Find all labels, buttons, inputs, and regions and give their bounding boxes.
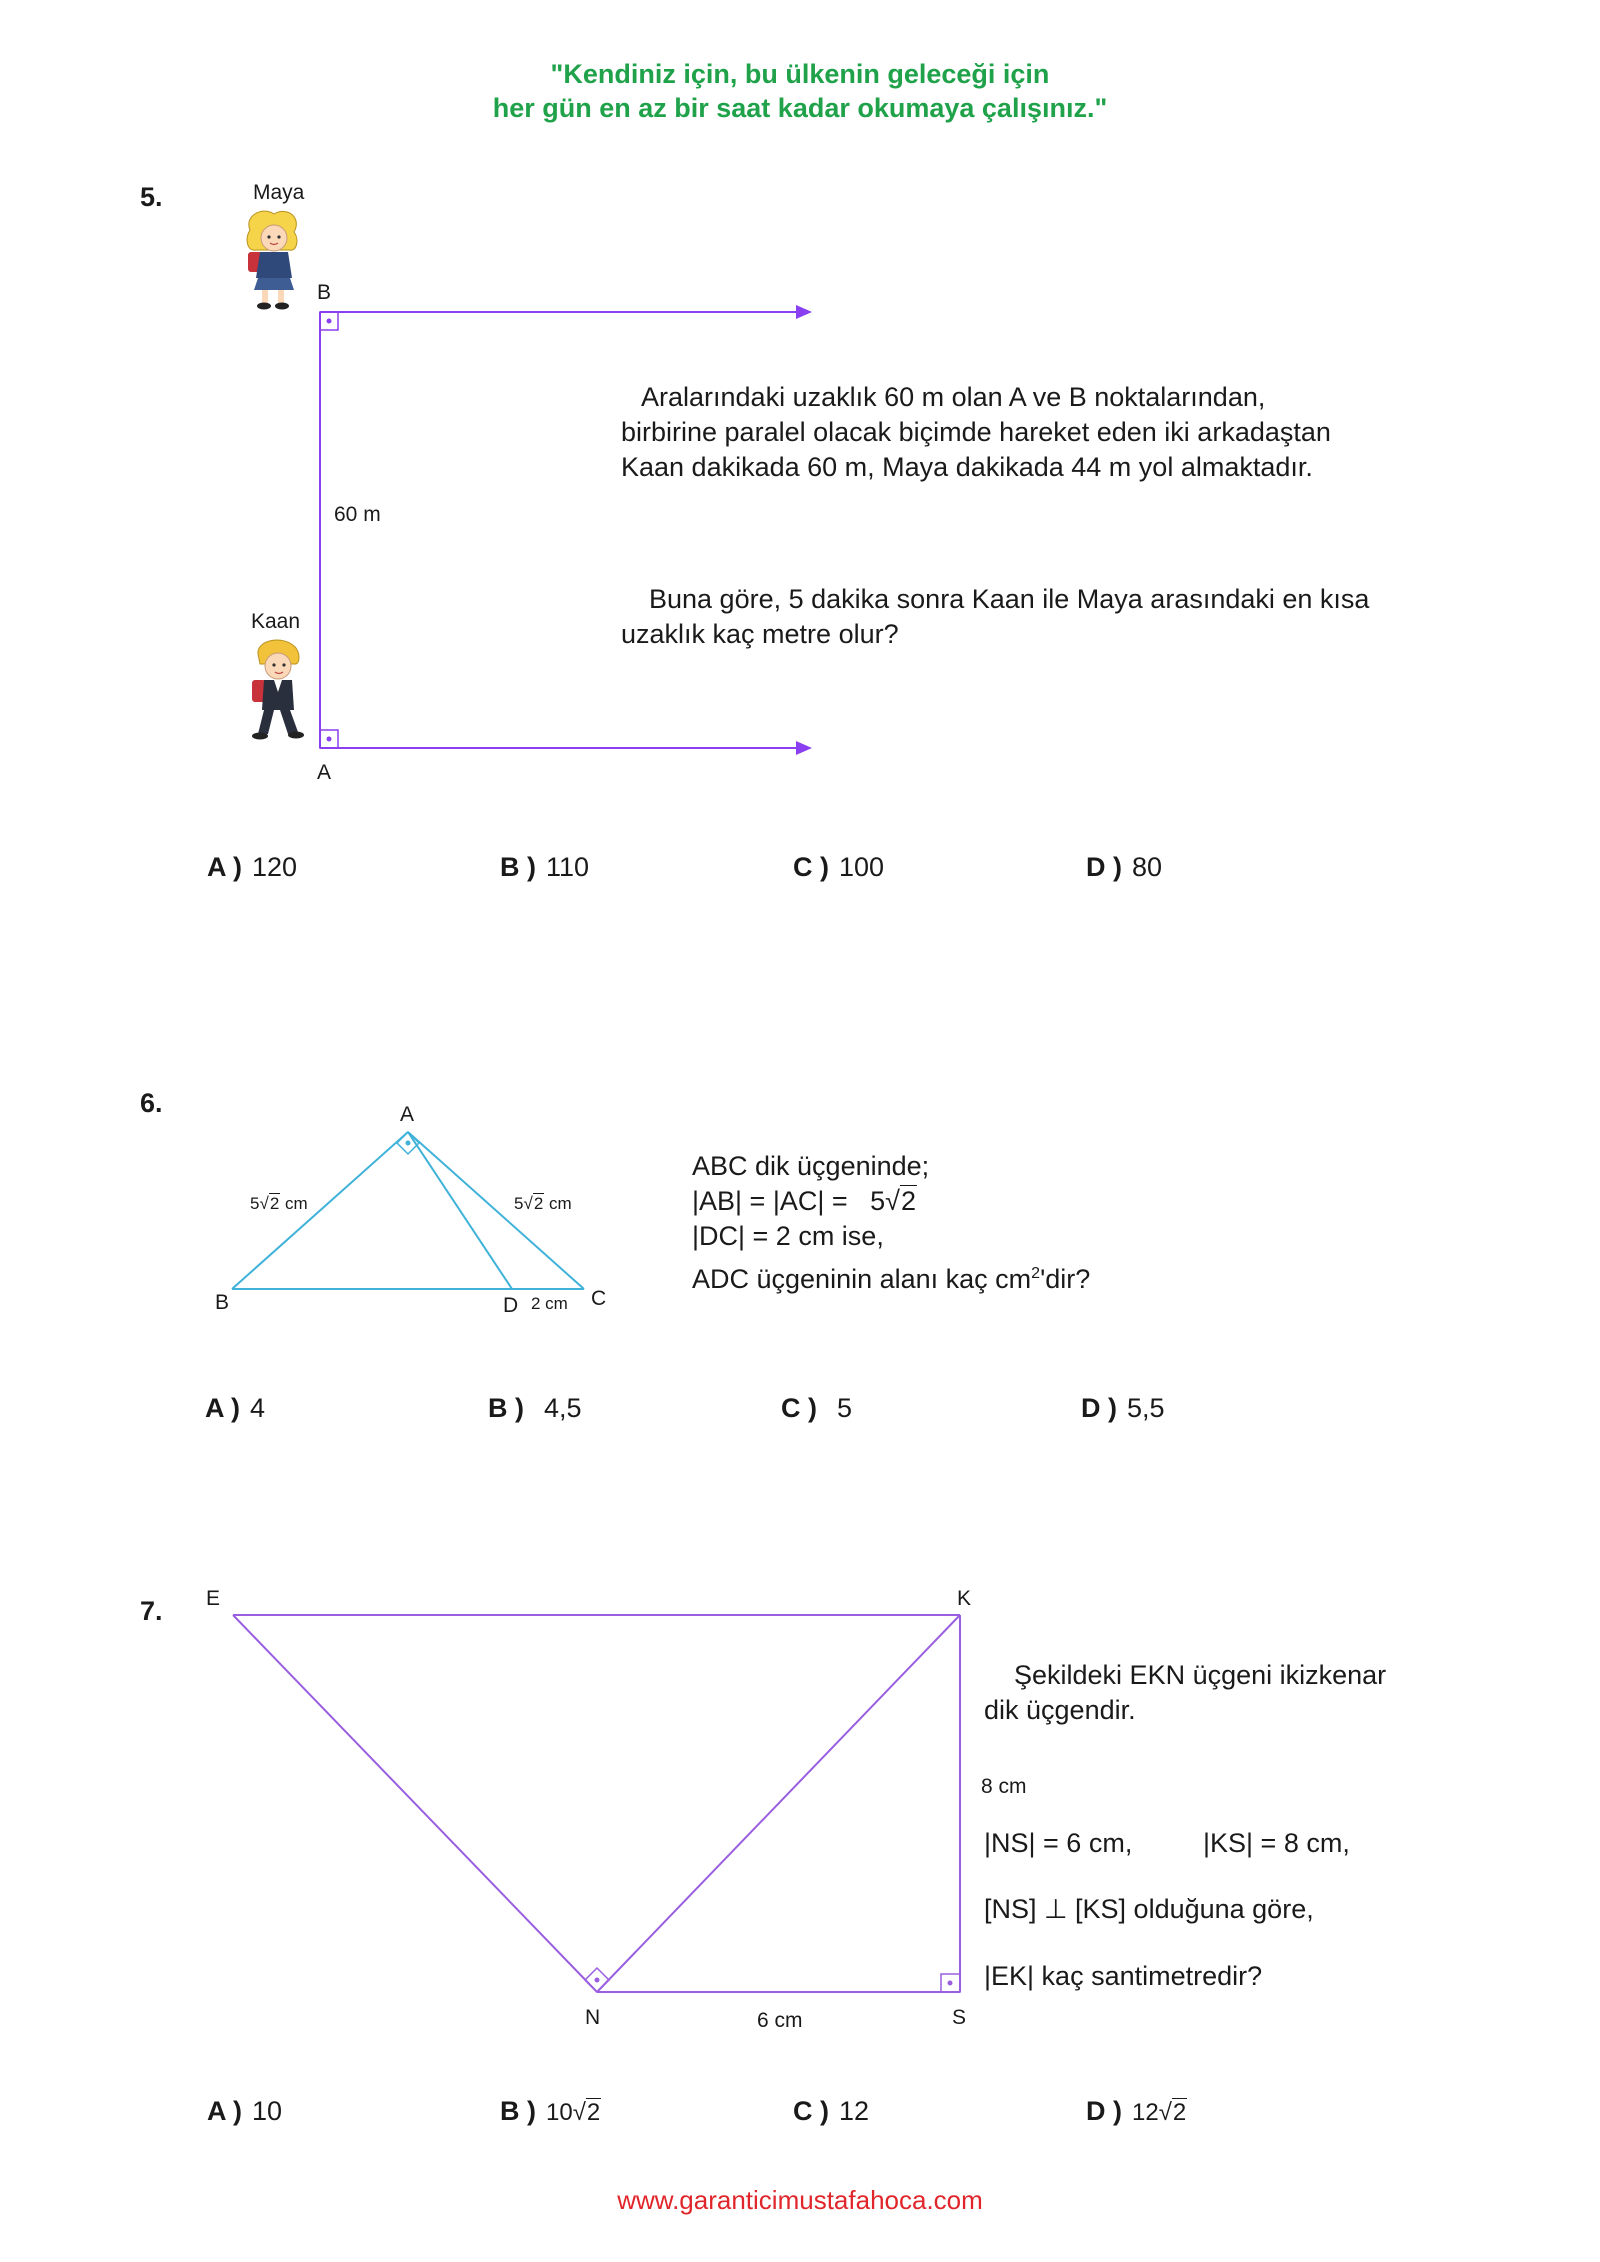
choice-value: 80: [1132, 852, 1163, 882]
choice-value: 10: [252, 2096, 283, 2126]
q7-choice-b[interactable]: [500, 2096, 601, 2127]
q6-line-4-sup: 2: [1031, 1265, 1041, 1282]
choice-value: 5: [837, 1393, 853, 1423]
q7-line-2: dik üçgendir.: [984, 1695, 1136, 1725]
sqrt-icon: √2: [523, 1194, 544, 1213]
unit: cm: [549, 1194, 572, 1213]
choice-value: 120: [252, 852, 298, 882]
point-s-label: S: [952, 2006, 967, 2029]
coef: 12: [1132, 2099, 1159, 2126]
segment-dc-label: 2 cm: [531, 1294, 568, 1313]
tri-point-c-label: C: [591, 1287, 607, 1310]
q7-line-3b: |KS| = 8 cm,: [1203, 1828, 1350, 1858]
q7-line-3a: |NS| = 6 cm,: [984, 1828, 1133, 1858]
radicand: 2: [269, 1194, 280, 1213]
q6-line-4-pre: ADC üçgeninin alanı kaç cm: [692, 1264, 1032, 1294]
choice-key: B ): [500, 2096, 536, 2126]
choice-value: 12: [839, 2096, 870, 2126]
choice-value: 100: [839, 852, 885, 882]
coef: 5: [870, 1186, 886, 1216]
choice-value: 4,5: [544, 1393, 582, 1423]
q7-choice-d[interactable]: [1086, 2096, 1187, 2127]
radicand: 2: [586, 2099, 601, 2126]
kaan-label: Kaan: [251, 610, 301, 633]
point-n-label: N: [585, 2006, 601, 2029]
radicand: 2: [1172, 2099, 1187, 2126]
sqrt-icon: √2: [259, 1194, 280, 1213]
motto-line-2: her gün en az bir saat kadar okumaya çalışınız.": [492, 93, 1108, 123]
q5-p2-line-1: Buna göre, 5 dakika sonra Kaan ile Maya arasındaki en kısa: [649, 584, 1370, 614]
tri-point-b-label: B: [215, 1291, 230, 1314]
unit: cm: [285, 1194, 308, 1213]
choice-key: C ): [793, 2096, 829, 2126]
choice-value: 5,5: [1127, 1393, 1165, 1423]
coef: 10: [546, 2099, 573, 2126]
q7-statement-1: [984, 1658, 1386, 1728]
tri-point-a-label: A: [400, 1103, 415, 1126]
choice-key: B ): [488, 1393, 524, 1423]
coef: 5: [514, 1194, 524, 1213]
choice-key: A ): [205, 1393, 240, 1423]
sqrt-icon: √2: [885, 1186, 917, 1216]
question-5-number: 5.: [140, 182, 163, 212]
ks-length-label: 8 cm: [981, 1775, 1027, 1798]
point-b-label: B: [317, 281, 332, 304]
distance-60m-label: 60 m: [334, 503, 381, 526]
q6-line-3: |DC| = 2 cm ise,: [692, 1221, 884, 1251]
point-a-label: A: [317, 761, 332, 784]
maya-label: Maya: [253, 181, 305, 204]
sqrt-icon: √2: [1158, 2099, 1187, 2126]
q5-p1-line-3: Kaan dakikada 60 m, Maya dakikada 44 m yol almaktadır.: [621, 452, 1313, 482]
q5-p1-line-1: Aralarındaki uzaklık 60 m olan A ve B noktalarından,: [641, 382, 1266, 412]
q6-line-4-post: 'dir?: [1040, 1264, 1091, 1294]
point-k-label: K: [957, 1587, 972, 1610]
q6-line-2-text: |AB| = |AC| =: [692, 1186, 848, 1216]
q5-p1-line-2: birbirine paralel olacak biçimde hareket eden iki arkadaştan: [621, 417, 1331, 447]
q7-choice-c[interactable]: [793, 2096, 869, 2127]
choice-value: 4: [250, 1393, 266, 1423]
footer-website-link[interactable]: www.garanticimustafahoca.com: [617, 2185, 983, 2215]
radicand: 2: [901, 1186, 917, 1216]
choice-key: C ): [781, 1393, 817, 1423]
q7-choice-a[interactable]: [207, 2096, 282, 2127]
tri-point-d-label: D: [503, 1294, 519, 1317]
q7-line-4: [NS] ⊥ [KS] olduğuna göre,: [984, 1894, 1314, 1924]
q5-p2-line-2: uzaklık kaç metre olur?: [621, 619, 899, 649]
choice-value: 110: [546, 852, 590, 882]
q7-line-5: |EK| kaç santimetredir?: [984, 1961, 1263, 1991]
question-7-number: 7.: [140, 1596, 163, 1626]
coef: 5: [250, 1194, 260, 1213]
choice-key: A ): [207, 2096, 242, 2126]
choice-key: D ): [1086, 2096, 1122, 2126]
choice-key: C ): [793, 852, 829, 882]
q6-line-1: ABC dik üçgeninde;: [692, 1151, 930, 1181]
choice-key: D ): [1086, 852, 1122, 882]
motto-line-1: "Kendiniz için, bu ülkenin geleceği için: [550, 59, 1050, 89]
sqrt-icon: √2: [572, 2099, 601, 2126]
choice-key: D ): [1081, 1393, 1117, 1423]
radicand: 2: [533, 1194, 544, 1213]
question-6-number: 6.: [140, 1088, 163, 1118]
q7-line-1: Şekildeki EKN üçgeni ikizkenar: [1014, 1660, 1387, 1690]
point-e-label: E: [206, 1587, 221, 1610]
choice-key: A ): [207, 852, 242, 882]
ns-length-label: 6 cm: [757, 2009, 803, 2032]
choice-key: B ): [500, 852, 536, 882]
